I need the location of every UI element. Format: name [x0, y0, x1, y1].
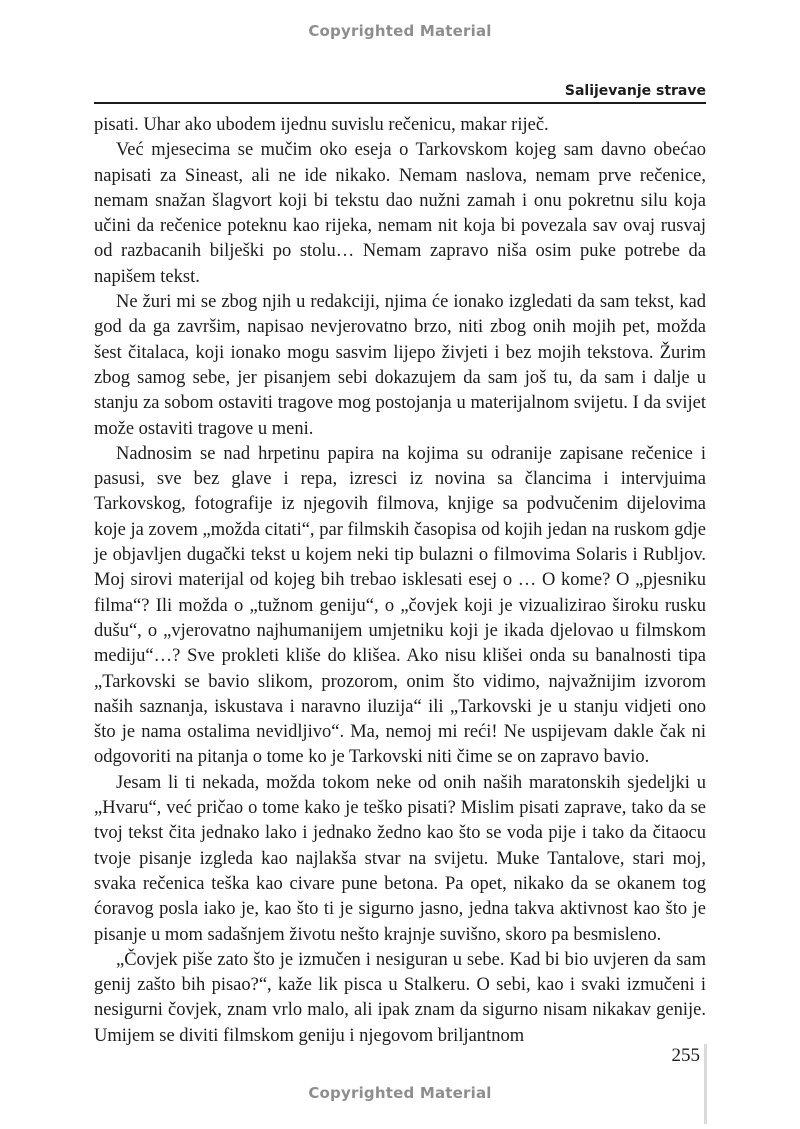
running-title: Salijevanje strave [564, 83, 706, 99]
copyright-watermark-bottom: Copyrighted Material [308, 1084, 492, 1102]
paragraph: Već mjesecima se mučim oko eseja o Tarkovskom kojeg sam davno obećao napisati za Sineast, ali ne ide nikako. Nemam naslova, nemam prve rečenice, nemam snažan šlagvort koji bi tekstu dao nužni zamah i onu pokretnu silu koja učini da rečenice poteknu kao rijeka, nemam nit koja bi povezala sav ovaj rusvaj od razbacanih bilješki po stolu… Nemam zapravo niša osim puke potrebe da napišem tekst. [94, 140, 706, 287]
page-number: 255 [671, 1045, 700, 1066]
paragraph: Nadnosim se nad hrpetinu papira na kojima su odranije zapisane rečenice i pasusi, sve bez glave i repa, izresci iz novina sa člancima i intervjuima Tarkovskog, fotografije iz njegovih filmova, knjige sa podvučenim dijelovima koje ja zovem „možda citati“, par filmskih časopisa od kojih jedan na ruskom gdje je objavljen dugački tekst u kojem neki tip bulazni o filmovima Solaris i Rubljov. Moj sirovi materijal od kojeg bih trebao isklesati esej o … O kome? O „pjesniku filma“? Ili možda o „tužnom geniju“, o „čovjek koji je vizualizirao široku rusku dušu“, o „vjerovatno najhumanijem umjetniku koji je ikada djelovao u filmskom mediju“…? Sve prokleti kliše do klišea. Ako nisu klišei onda su banalnosti tipa „Tarkovski se bavio slikom, prozorom, onim što vidimo, najvažnijim izvorom naših saznanja, iskustava i naravno iluzija“ ili „Tarkovski je u stanju vidjeti ono što je nama ostalima nevidljivo“. Ma, nemoj mi reći! Ne uspijevam dakle čak ni odgovoriti na pitanja o tome ko je Tarkovski niti čime se on zapravo bavio. [94, 443, 706, 768]
copyright-watermark-top: Copyrighted Material [308, 22, 492, 40]
paragraph-continuation: pisati. Uhar ako ubodem ijednu suvislu rečenicu, makar riječ. [94, 115, 549, 135]
paragraph: Ne žuri mi se zbog njih u redakciji, njima će ionako izgledati da sam tekst, kad god da ga završim, napisao nevjerovatno brzo, niti zbog onih mojih pet, možda šest čitalaca, koji ionako mogu sasvim lijepo živjeti i bez mojih tekstova. Žurim zbog samog sebe, jer pisanjem sebi dokazujem da sam još tu, da sam i dalje u stanju za sobom ostaviti tragove mog postojanja u materijalnom svijetu. I da svijet može ostaviti tragove u meni. [94, 292, 706, 439]
paragraph: „Čovjek piše zato što je izmučen i nesiguran u sebe. Kad bi bio uvjeren da sam genij zašto bih pisao?“, kaže lik pisca u Stalkeru. O sebi, kao i svaki izmučeni i nesigurni čovjek, znam vrlo malo, ali ipak znam da sigurno nisam nikakav genije. Umijem se diviti filmskom geniju i njegovom briljantnom [94, 949, 706, 1046]
body-text [94, 113, 706, 1049]
paragraph: Jesam li ti nekada, možda tokom neke od onih naših maratonskih sjedeljki u „Hvaru“, već pričao o tome kako je teško pisati? Mislim pisati zaprave, tako da se tvoj tekst čita jednako lako i jednako žedno kao što se voda pije i tako da čitaocu tvoje pisanje izgleda kao najlakša stvar na svijetu. Muke Tantalove, stari moj, svaka rečenica teška kao civare pune betona. Pa opet, nikako da se okanem tog ćoravog posla iako je, kao što ti je sigurno jasno, jedna takva aktivnost kao što je pisanje u mom sadašnjem životu nešto krajnje suvišno, skoro pa besmisleno. [94, 772, 706, 945]
running-header [94, 82, 706, 104]
